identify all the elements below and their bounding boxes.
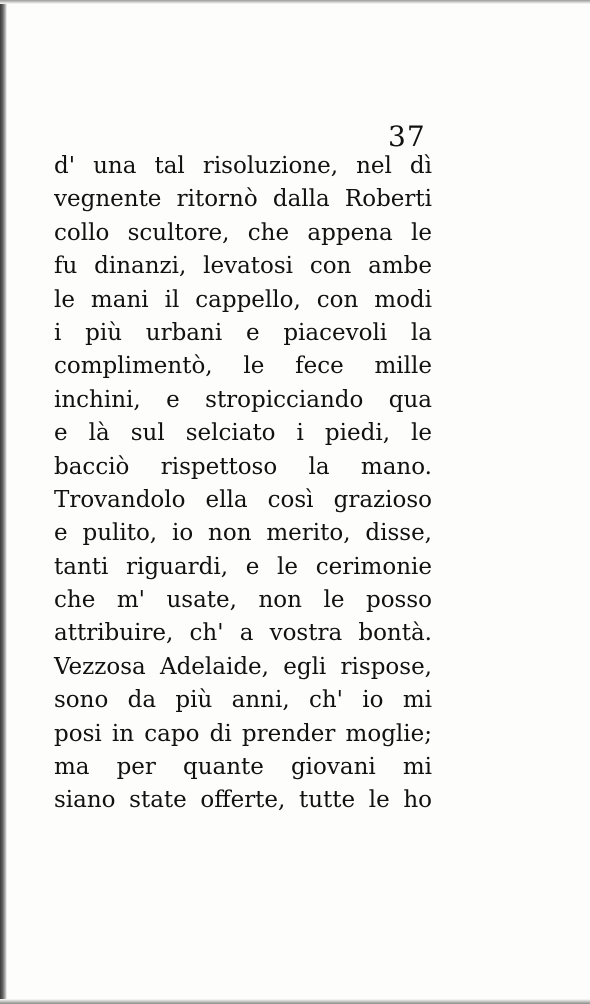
text-line: siano state offerte, tutte le ho xyxy=(54,787,432,814)
text-line: i più urbani e piacevoli la xyxy=(54,319,432,346)
text-line: le mani il cappello, con modi xyxy=(54,286,432,313)
text-line: complimentò, le fece mille xyxy=(54,353,432,380)
text-line: che m' usate, non le posso xyxy=(54,587,432,614)
text-line: Trovandolo ella così grazioso xyxy=(54,486,432,513)
page-top-edge xyxy=(0,0,590,4)
page-number: 37 xyxy=(388,120,426,153)
text-line: attribuire, ch' a vostra bontà. xyxy=(54,620,432,647)
body-text xyxy=(54,150,432,818)
text-line: fu dinanzi, levatosi con ambe xyxy=(54,253,432,280)
text-line: vegnente ritornò dalla Roberti xyxy=(54,186,432,213)
text-line: sono da più anni, ch' io mi xyxy=(54,687,432,714)
text-line: d' una tal risoluzione, nel dì xyxy=(54,153,432,179)
text-line: e pulito, io non merito, disse, xyxy=(54,520,432,547)
text-line: bacciò rispettoso la mano. xyxy=(54,453,432,480)
text-line: posi in capo di prender moglie; xyxy=(54,720,432,747)
text-line: inchini, e stropicciando qua xyxy=(54,386,432,413)
text-line: Vezzosa Adelaide, egli rispose, xyxy=(54,653,432,680)
text-line: collo scultore, che appena le xyxy=(54,219,432,246)
text-line: e là sul selciato i piedi, le xyxy=(54,420,432,447)
page-binding-edge xyxy=(0,0,7,1004)
text-line: tanti riguardi, e le cerimonie xyxy=(54,553,432,580)
page-bottom-edge xyxy=(0,999,590,1004)
text-line: ma per quante giovani mi xyxy=(54,754,432,781)
